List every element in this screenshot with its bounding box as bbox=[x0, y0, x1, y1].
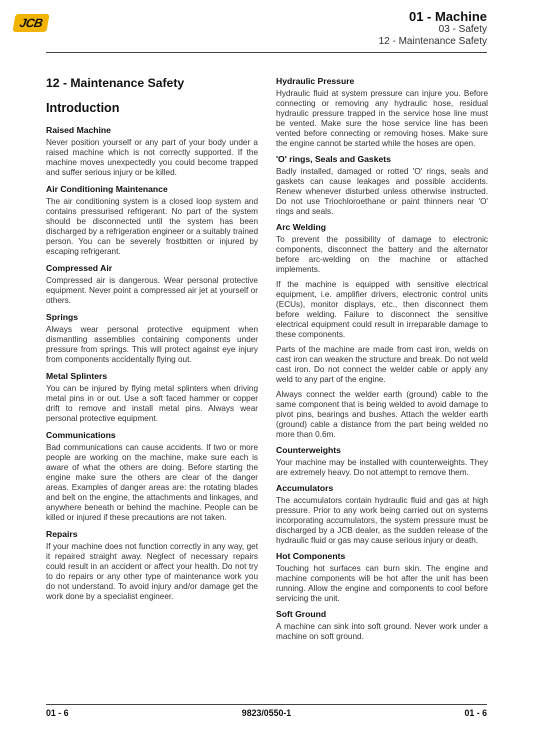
section-heading: Raised Machine bbox=[46, 125, 111, 135]
subsection-title: 12 - Maintenance Safety bbox=[378, 36, 487, 47]
section-heading: Repairs bbox=[46, 529, 78, 539]
page-header bbox=[379, 9, 487, 48]
paragraph: Hydraulic fluid at system pressure can injure you. Before connecting or removing any hydraulic hose, residual hydraulic pressure trapped in the service hose line must be vented. Make sure the hose service line has been vented before connecting or removing hoses. Make sure the engine cannot be started while the hoses are open. bbox=[276, 89, 488, 148]
paragraph: Bad communications can cause accidents. If two or more people are working on the machine, make sure each is aware of what the others are doing. Before starting the engine make sure the others are clear of the danger areas. Examples of danger areas are: the rotating blades and belt on the engine, the attachments and linkages, and anywhere beneath or behind the machine. People can be killed or injured if these precautions are not taken. bbox=[46, 443, 258, 522]
paragraph: Compressed air is dangerous. Wear personal protective equipment. Never point a compressed air jet at yourself or others. bbox=[46, 276, 258, 305]
footer-page-right: 01 - 6 bbox=[464, 708, 487, 718]
section-heading: Arc Welding bbox=[276, 222, 326, 232]
paragraph: If the machine is equipped with sensitive electrical equipment, i.e. amplifier drivers, electronic control units (ECUs), monitor displays, etc., then disconnect them before welding. Failure to disconnect the sensitive electrical equipment could result in irreparable damage to these components. bbox=[276, 280, 488, 339]
paragraph: You can be injured by flying metal splinters when driving metal pins in or out. Use a soft faced hammer or copper drift to remove and install metal pins. Always wear personal protective equipment. bbox=[46, 384, 258, 423]
footer-divider bbox=[46, 704, 487, 705]
paragraph: Parts of the machine are made from cast iron, welds on cast iron can weaken the structure and break. Do not weld cast iron. Do not connect the welder cable or apply any weld to any part of the engine. bbox=[276, 345, 488, 384]
section-heading: Soft Ground bbox=[276, 609, 327, 619]
section-heading: Hydraulic Pressure bbox=[276, 76, 355, 86]
section-heading: Counterweights bbox=[276, 445, 341, 455]
right-column bbox=[276, 76, 488, 647]
section-heading: Accumulators bbox=[276, 483, 334, 493]
paragraph: The air conditioning system is a closed loop system and contains pressurised refrigerant. No part of the system should be disconnected until the system has been discharged by a refrigeration engineer or a suitably trained person. You can be severely frostbitten or injured by escaping refrigerant. bbox=[46, 197, 258, 256]
paragraph: Touching hot surfaces can burn skin. The engine and machine components will be hot after the unit has been running. Allow the engine and components to cool before servicing the unit. bbox=[276, 564, 488, 603]
paragraph: If your machine does not function correctly in any way, get it repaired straight away. Neglect of necessary repairs could result in an accident or affect your health. Do not try to do repairs or any other type of maintenance work you do not understand. To avoid injury and/or damage get the work done by a specialist engineer. bbox=[46, 542, 258, 601]
paragraph: Your machine may be installed with counterweights. They are extremely heavy. Do not attempt to remove them. bbox=[276, 458, 488, 477]
footer-doc-number: 9823/0550-1 bbox=[241, 708, 292, 718]
paragraph: Badly installed, damaged or rotted 'O' rings, seals and gaskets can cause leakages and possible accidents. Renew whenever disturbed unless otherwise instructed. Do not use Triochloroethane or paint thinners near 'O' rings and seals. bbox=[276, 167, 488, 216]
section-heading: Metal Splinters bbox=[46, 371, 108, 381]
section-heading: Springs bbox=[46, 312, 78, 322]
section-heading: Compressed Air bbox=[46, 263, 113, 273]
section-heading: Air Conditioning Maintenance bbox=[46, 184, 168, 194]
section-heading: 'O' rings, Seals and Gaskets bbox=[276, 154, 391, 164]
jcb-logo: JCB bbox=[12, 14, 49, 32]
paragraph: Always connect the welder earth (ground) cable to the same component that is being welded to avoid damage to pivot pins, bearings and bushes. Attach the welder earth (ground) cable a distance from the part being welded no more than 0.6m. bbox=[276, 390, 488, 439]
left-column bbox=[46, 76, 258, 608]
intro-heading: Introduction bbox=[46, 101, 120, 115]
header-divider bbox=[46, 52, 487, 53]
section-title: 03 - Safety bbox=[438, 24, 487, 35]
page-title: 12 - Maintenance Safety bbox=[46, 76, 185, 90]
paragraph: The accumulators contain hydraulic fluid and gas at high pressure. Prior to any work being carried out on systems incorporating accumulators, the system pressure must be discharged by a JCB dealer, as the sudden release of the hydraulic fluid or gas may cause serious injury or death. bbox=[276, 496, 488, 545]
section-heading: Hot Components bbox=[276, 551, 346, 561]
footer-page-left: 01 - 6 bbox=[46, 708, 69, 718]
section-heading: Communications bbox=[46, 430, 116, 440]
paragraph: Never position yourself or any part of your body under a raised machine which is not correctly supported. If the machine moves unexpectedly you could become trapped and suffer serious injury or be killed. bbox=[46, 138, 258, 177]
paragraph: To prevent the possibility of damage to electronic components, disconnect the battery and the alternator before arc-welding on the machine or attached implements. bbox=[276, 235, 488, 274]
paragraph: A machine can sink into soft ground. Never work under a machine on soft ground. bbox=[276, 622, 488, 641]
paragraph: Always wear personal protective equipment when dismantling assemblies containing components under pressure from springs. This will protect against eye injury from components accidentally flying out. bbox=[46, 325, 258, 364]
chapter-title: 01 - Machine bbox=[408, 9, 487, 24]
